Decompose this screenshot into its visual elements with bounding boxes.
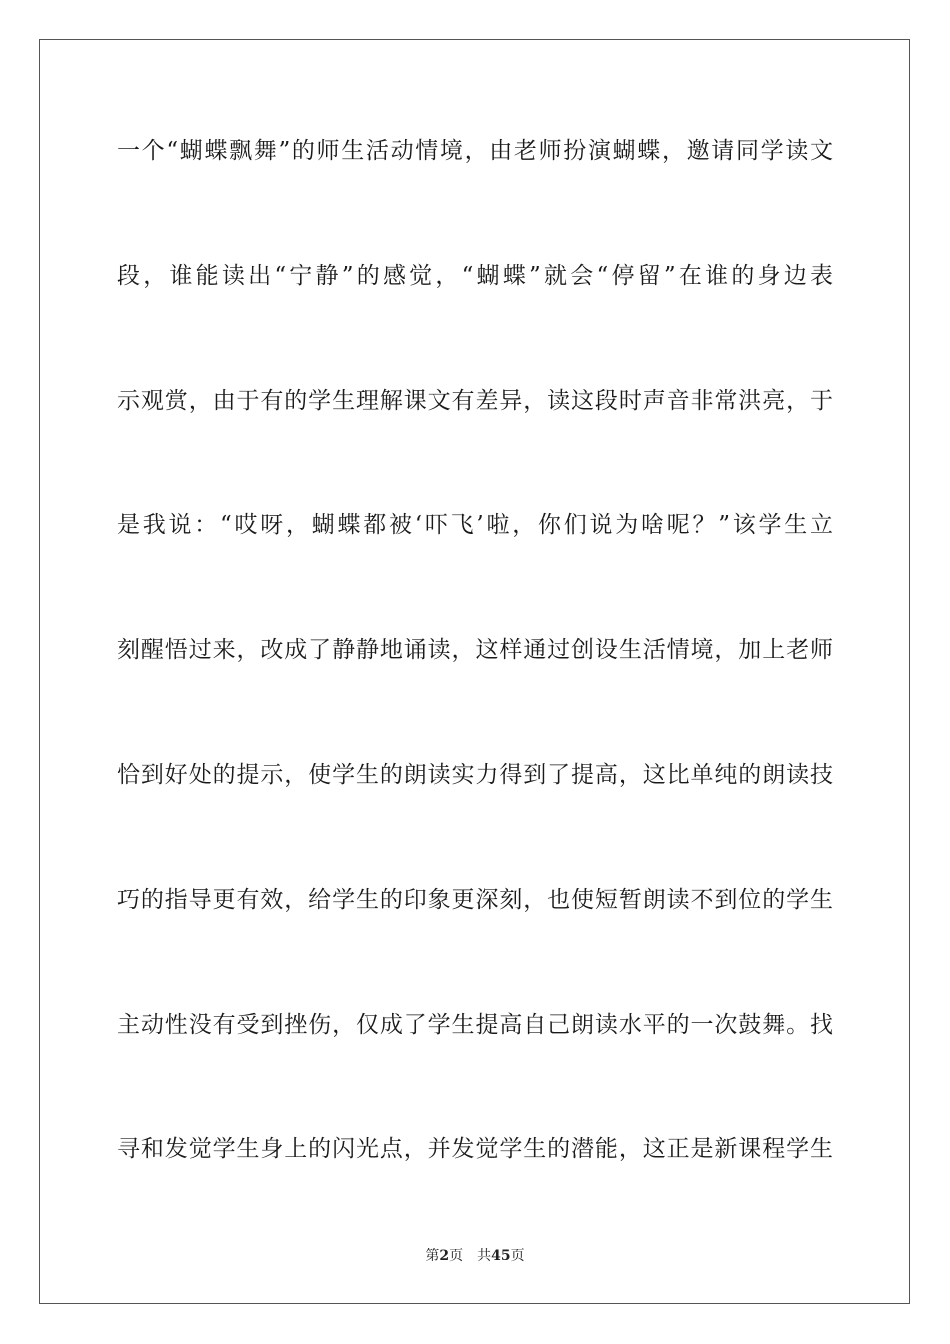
page-number: 2 <box>439 1248 450 1264</box>
page-prefix: 第 <box>425 1248 440 1264</box>
text-line-7: 巧的指导更有效，给学生的印象更深刻，也使短暂朗读不到位的学生 <box>117 886 833 913</box>
text-line-9: 寻和发觉学生身上的闪光点，并发觉学生的潜能，这正是新课程学生 <box>117 1136 833 1163</box>
page-suffix: 页 <box>449 1248 464 1264</box>
text-line-1: 一个“蝴蝶飘舞”的师生活动情境，由老师扮演蝴蝶，邀请同学读文 <box>117 138 833 164</box>
total-pages: 45 <box>491 1248 511 1264</box>
total-prefix: 共 <box>477 1248 492 1264</box>
text-line-2: 段，谁能读出“宁静”的感觉，“蝴蝶”就会“停留”在谁的身边表 <box>117 262 833 289</box>
text-line-5: 刻醒悟过来，改成了静静地诵读，这样通过创设生活情境，加上老师 <box>117 637 833 664</box>
text-line-6: 恰到好处的提示，使学生的朗读实力得到了提高，这比单纯的朗读技 <box>117 761 833 788</box>
page-footer <box>0 1247 950 1265</box>
text-line-4: 是我说：“哎呀，蝴蝶都被‘吓飞’啦，你们说为啥呢？”该学生立 <box>117 512 833 539</box>
text-line-3: 示观赏，由于有的学生理解课文有差异，读这段时声音非常洪亮，于 <box>117 387 833 414</box>
total-suffix: 页 <box>510 1248 525 1264</box>
document-body <box>117 128 833 1251</box>
text-line-8: 主动性没有受到挫伤，仅成了学生提高自己朗读水平的一次鼓舞。找 <box>117 1011 833 1038</box>
